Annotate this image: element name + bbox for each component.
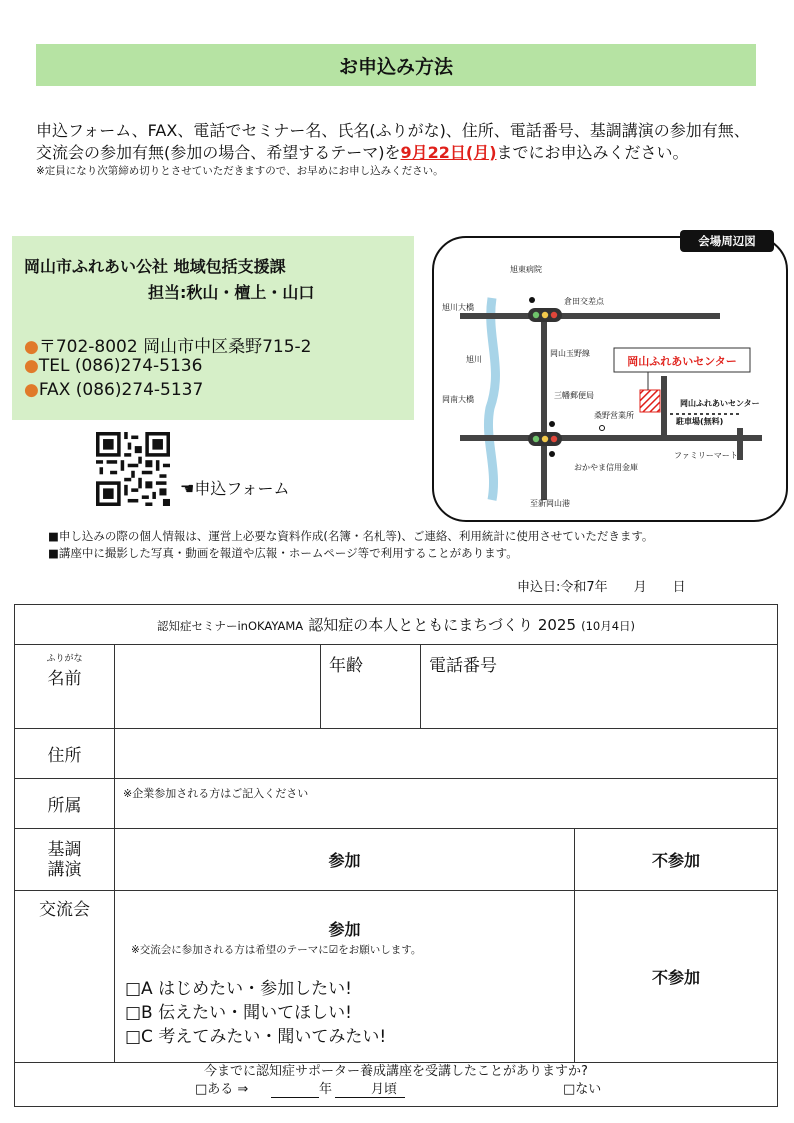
svg-text:旭川: 旭川 [466, 355, 482, 364]
bank-marker [549, 451, 555, 457]
keynote-not-attend-option[interactable]: 不参加 [575, 829, 778, 891]
svg-text:岡山ふれあいセンター: 岡山ふれあいセンター [627, 355, 737, 368]
map-drawing [434, 238, 786, 520]
intro-body: 申込フォーム、FAX、電話でセミナー名、氏名(ふりがな)、住所、電話番号、基調講演の参加有無、交流会の参加有無(参加の場合、希望するテーマ)を [36, 121, 750, 162]
application-date: 申込日:令和7年 月 日 [517, 580, 686, 595]
privacy-notes [48, 528, 653, 562]
svg-text:旭東病院: 旭東病院 [510, 265, 542, 274]
exchange-attend: 参加 [328, 920, 361, 939]
svg-text:三幡郵便局: 三幡郵便局 [554, 391, 594, 400]
address-field[interactable] [115, 729, 778, 779]
contact-tel[interactable]: ●TEL (086)274-5136 [24, 356, 203, 376]
svg-text:岡南大橋: 岡南大橋 [442, 395, 474, 404]
hospital-marker [529, 297, 535, 303]
option-a-checkbox[interactable]: □A はじめたい・参加したい! [125, 979, 352, 999]
supporter-no-checkbox[interactable]: □ない [563, 1082, 602, 1097]
svg-text:駐車場(無料): 駐車場(無料) [676, 417, 724, 426]
exchange-not-attend-option[interactable]: 不参加 [575, 891, 778, 1063]
supporter-question-cell: 今までに認知症サポーター養成講座を受講したことがありますか? □ある ⇒ 年 月頃 □ない [15, 1063, 778, 1107]
keynote-label: 基調 講演 [15, 829, 115, 891]
bullet-icon: ● [24, 380, 39, 400]
intro-body-end: までにお申込みください。 [496, 143, 689, 162]
contact-org: 岡山市ふれあい公社 地域包括支援課 [24, 257, 286, 276]
contact-box [12, 236, 414, 420]
svg-text:旭川大橋: 旭川大橋 [442, 303, 474, 312]
exchange-attend-cell[interactable] [115, 891, 575, 1063]
qr-code-icon[interactable] [96, 432, 170, 506]
river [488, 298, 495, 500]
svg-text:至新岡山港: 至新岡山港 [530, 499, 570, 508]
name-field[interactable] [115, 645, 321, 729]
note-line: ■講座中に撮影した写真・動画を報道や広報・ホームページ等で利用することがあります。 [48, 546, 518, 560]
phone-field[interactable]: 電話番号 [421, 645, 778, 729]
affiliation-label: 所属 [15, 779, 115, 829]
kuwano-marker [600, 426, 605, 431]
seminar-date: (10月4日) [581, 619, 636, 633]
exchange-label: 交流会 [15, 891, 115, 1063]
svg-text:おかやま信用金庫: おかやま信用金庫 [574, 463, 638, 472]
svg-text:桑野営業所: 桑野営業所 [594, 411, 634, 420]
bullet-icon: ● [24, 356, 39, 376]
svg-text:倉田交差点: 倉田交差点 [564, 297, 604, 306]
seminar-title: 認知症の本人とともにまちづくり 2025 [308, 616, 576, 634]
contact-fax: ●FAX (086)274-5137 [24, 380, 204, 400]
option-b-checkbox[interactable]: □B 伝えたい・聞いてほしい! [125, 1003, 352, 1023]
furigana-label: ふりがな [46, 654, 83, 664]
contact-staff: 担当:秋山・檀上・山口 [148, 283, 315, 302]
application-form [14, 604, 778, 1107]
contact-postal: ●〒702-8002 岡山市中区桑野715-2 [24, 337, 312, 357]
venue-map [432, 236, 788, 522]
section-banner [36, 44, 756, 86]
keynote-attend-option[interactable]: 参加 [115, 829, 575, 891]
svg-text:岡山玉野線: 岡山玉野線 [550, 349, 590, 358]
supporter-year-blank[interactable] [271, 1081, 319, 1098]
name-label: 名前 [47, 669, 82, 689]
affiliation-note: ※企業参加される方はご記入ください [123, 787, 309, 800]
deadline: 9月22日(月) [400, 143, 497, 162]
intro-text [36, 120, 756, 178]
bullet-icon: ● [24, 337, 39, 357]
intro-note: ※定員になり次第締め切りとさせていただきますので、お早めにお申し込みください。 [36, 165, 444, 177]
supporter-question: 今までに認知症サポーター養成講座を受講したことがありますか? [204, 1064, 588, 1079]
seminar-prefix: 認知症セミナーinOKAYAMA [156, 619, 304, 633]
map-tag: 会場周辺図 [680, 230, 774, 252]
option-c-checkbox[interactable]: □C 考えてみたい・聞いてみたい! [125, 1027, 387, 1047]
note-line: ■申し込みの際の個人情報は、運営上必要な資料作成(名簿・名札等)、ご連絡、利用統計に使用させていただきます。 [48, 529, 654, 543]
post-office-marker [549, 421, 555, 427]
form-link[interactable]: ☚申込フォーム [180, 479, 290, 498]
svg-text:岡山ふれあいセンター: 岡山ふれあいセンター [680, 399, 760, 408]
affiliation-field[interactable] [115, 779, 778, 829]
svg-text:ファミリーマート: ファミリーマート [674, 451, 738, 460]
banner-title: お申込み方法 [338, 55, 453, 78]
seminar-title-cell [15, 605, 778, 645]
exchange-note: ※交流会に参加される方は希望のテーマに☑をお願いします。 [131, 944, 422, 956]
name-label-cell [15, 645, 115, 729]
venue-building [640, 390, 660, 412]
age-field[interactable]: 年齢 [321, 645, 421, 729]
supporter-yes-checkbox[interactable]: □ある ⇒ [195, 1082, 249, 1097]
address-label: 住所 [15, 729, 115, 779]
